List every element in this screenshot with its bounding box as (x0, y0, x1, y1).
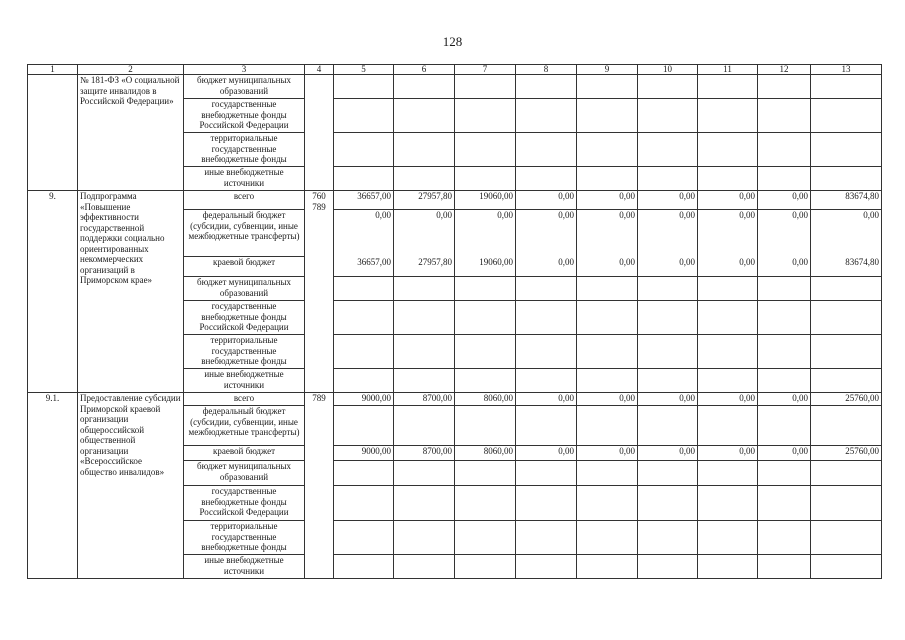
empty-cell (516, 75, 577, 99)
value-cell: 36657,00 (334, 257, 394, 277)
value-cell: 0,00 (516, 257, 577, 277)
empty-cell (577, 277, 638, 301)
empty-cell (811, 133, 882, 167)
column-header: 9 (577, 65, 638, 75)
budget-code-cell: 760 789 (305, 191, 334, 393)
funding-source-cell: территориальные государственные внебюджетные фонды (184, 521, 305, 555)
row-number-cell (28, 75, 78, 191)
row-number-cell: 9.1. (28, 393, 78, 579)
table-row (28, 75, 882, 99)
empty-cell (638, 406, 698, 446)
value-cell: 0,00 (698, 393, 758, 406)
empty-cell (455, 167, 516, 191)
value-cell: 0,00 (758, 446, 811, 461)
empty-cell (758, 99, 811, 133)
value-cell: 0,00 (577, 191, 638, 210)
value-cell: 0,00 (577, 446, 638, 461)
empty-cell (698, 461, 758, 486)
value-cell: 0,00 (698, 257, 758, 277)
value-cell: 0,00 (516, 393, 577, 406)
empty-cell (758, 406, 811, 446)
empty-cell (811, 75, 882, 99)
empty-cell (334, 167, 394, 191)
empty-cell (811, 301, 882, 335)
value-cell: 25760,00 (811, 446, 882, 461)
empty-cell (577, 301, 638, 335)
empty-cell (455, 301, 516, 335)
empty-cell (334, 555, 394, 579)
empty-cell (811, 277, 882, 301)
empty-cell (638, 99, 698, 133)
empty-cell (638, 369, 698, 393)
empty-cell (577, 369, 638, 393)
value-cell: 0,00 (758, 191, 811, 210)
empty-cell (455, 555, 516, 579)
empty-cell (577, 406, 638, 446)
budget-code-cell: 789 (305, 393, 334, 579)
funding-source-cell: иные внебюджетные источники (184, 167, 305, 191)
empty-cell (698, 301, 758, 335)
value-cell: 0,00 (758, 393, 811, 406)
value-cell: 0,00 (638, 210, 698, 257)
empty-cell (698, 75, 758, 99)
empty-cell (577, 133, 638, 167)
column-header: 10 (638, 65, 698, 75)
value-cell: 0,00 (698, 446, 758, 461)
empty-cell (698, 167, 758, 191)
budget-table (27, 64, 882, 579)
value-cell: 8060,00 (455, 446, 516, 461)
empty-cell (758, 461, 811, 486)
empty-cell (516, 99, 577, 133)
empty-cell (811, 167, 882, 191)
empty-cell (394, 486, 455, 521)
value-cell: 0,00 (698, 191, 758, 210)
value-cell: 9000,00 (334, 393, 394, 406)
funding-source-cell: иные внебюджетные источники (184, 369, 305, 393)
empty-cell (516, 555, 577, 579)
empty-cell (334, 461, 394, 486)
program-name-cell: Предоставление субсидии Приморской краевой организации общероссийской общественной организации «Всероссийское общество инвалидов» (78, 393, 184, 579)
empty-cell (758, 167, 811, 191)
empty-cell (811, 486, 882, 521)
column-header: 3 (184, 65, 305, 75)
value-cell: 0,00 (577, 210, 638, 257)
column-header: 8 (516, 65, 577, 75)
empty-cell (577, 335, 638, 369)
empty-cell (638, 75, 698, 99)
empty-cell (811, 521, 882, 555)
empty-cell (698, 521, 758, 555)
value-cell: 83674,80 (811, 257, 882, 277)
empty-cell (516, 335, 577, 369)
empty-cell (516, 301, 577, 335)
empty-cell (334, 277, 394, 301)
empty-cell (811, 99, 882, 133)
empty-cell (455, 461, 516, 486)
value-cell: 0,00 (811, 210, 882, 257)
empty-cell (811, 406, 882, 446)
empty-cell (334, 521, 394, 555)
empty-cell (334, 99, 394, 133)
empty-cell (394, 99, 455, 133)
empty-cell (698, 555, 758, 579)
program-name-cell: № 181-ФЗ «О социальной защите инвалидов в Российской Федерации» (78, 75, 184, 191)
funding-source-cell: государственные внебюджетные фонды Российской Федерации (184, 99, 305, 133)
empty-cell (455, 521, 516, 555)
empty-cell (516, 406, 577, 446)
empty-cell (758, 369, 811, 393)
value-cell: 9000,00 (334, 446, 394, 461)
funding-source-cell: бюджет муниципальных образований (184, 75, 305, 99)
column-header: 5 (334, 65, 394, 75)
value-cell: 8700,00 (394, 393, 455, 406)
empty-cell (334, 75, 394, 99)
empty-cell (334, 406, 394, 446)
funding-source-cell: федеральный бюджет (субсидии, субвенции, иные межбюджетные трансферты) (184, 210, 305, 257)
value-cell: 0,00 (516, 210, 577, 257)
empty-cell (758, 486, 811, 521)
empty-cell (638, 335, 698, 369)
empty-cell (334, 486, 394, 521)
empty-cell (577, 99, 638, 133)
program-name-cell: Подпрограмма «Повышение эффективности государственной поддержки социально ориентированных некоммерческих организаций в Приморском крае» (78, 191, 184, 393)
empty-cell (758, 277, 811, 301)
empty-cell (455, 75, 516, 99)
empty-cell (394, 406, 455, 446)
empty-cell (455, 335, 516, 369)
empty-cell (394, 461, 455, 486)
value-cell: 0,00 (516, 191, 577, 210)
empty-cell (516, 486, 577, 521)
value-cell: 8700,00 (394, 446, 455, 461)
empty-cell (334, 301, 394, 335)
column-header: 11 (698, 65, 758, 75)
value-cell: 0,00 (455, 210, 516, 257)
empty-cell (698, 133, 758, 167)
empty-cell (758, 521, 811, 555)
empty-cell (516, 521, 577, 555)
value-cell: 27957,80 (394, 191, 455, 210)
empty-cell (334, 369, 394, 393)
funding-source-cell: иные внебюджетные источники (184, 555, 305, 579)
funding-source-cell: федеральный бюджет (субсидии, субвенции, иные межбюджетные трансферты) (184, 406, 305, 446)
value-cell: 19060,00 (455, 257, 516, 277)
value-cell: 0,00 (638, 191, 698, 210)
value-cell: 36657,00 (334, 191, 394, 210)
empty-cell (516, 461, 577, 486)
empty-cell (394, 167, 455, 191)
empty-cell (577, 555, 638, 579)
empty-cell (698, 369, 758, 393)
empty-cell (394, 133, 455, 167)
funding-source-cell: территориальные государственные внебюджетные фонды (184, 133, 305, 167)
empty-cell (811, 335, 882, 369)
value-cell: 0,00 (758, 257, 811, 277)
empty-cell (698, 406, 758, 446)
column-header: 2 (78, 65, 184, 75)
value-cell: 0,00 (334, 210, 394, 257)
table-row (28, 191, 882, 210)
value-cell: 0,00 (638, 393, 698, 406)
empty-cell (516, 277, 577, 301)
empty-cell (516, 133, 577, 167)
funding-source-cell: краевой бюджет (184, 446, 305, 461)
value-cell: 25760,00 (811, 393, 882, 406)
empty-cell (577, 486, 638, 521)
empty-cell (638, 521, 698, 555)
value-cell: 0,00 (638, 257, 698, 277)
empty-cell (638, 461, 698, 486)
empty-cell (638, 555, 698, 579)
empty-cell (394, 555, 455, 579)
empty-cell (698, 277, 758, 301)
table-row (28, 393, 882, 406)
value-cell: 0,00 (577, 393, 638, 406)
empty-cell (698, 335, 758, 369)
empty-cell (577, 461, 638, 486)
empty-cell (516, 167, 577, 191)
empty-cell (516, 369, 577, 393)
column-header: 1 (28, 65, 78, 75)
empty-cell (698, 486, 758, 521)
empty-cell (638, 486, 698, 521)
funding-source-cell: государственные внебюджетные фонды Российской Федерации (184, 486, 305, 521)
funding-source-cell: краевой бюджет (184, 257, 305, 277)
empty-cell (455, 277, 516, 301)
funding-source-cell: государственные внебюджетные фонды Российской Федерации (184, 301, 305, 335)
empty-cell (758, 335, 811, 369)
empty-cell (638, 167, 698, 191)
funding-source-cell: территориальные государственные внебюджетные фонды (184, 335, 305, 369)
empty-cell (811, 369, 882, 393)
budget-code-cell (305, 75, 334, 191)
empty-cell (455, 486, 516, 521)
row-number-cell: 9. (28, 191, 78, 393)
empty-cell (394, 301, 455, 335)
empty-cell (638, 301, 698, 335)
empty-cell (394, 75, 455, 99)
empty-cell (394, 521, 455, 555)
empty-cell (698, 99, 758, 133)
empty-cell (758, 75, 811, 99)
funding-source-cell: всего (184, 393, 305, 406)
empty-cell (394, 277, 455, 301)
column-header: 7 (455, 65, 516, 75)
funding-source-cell: всего (184, 191, 305, 210)
funding-source-cell: бюджет муниципальных образований (184, 461, 305, 486)
empty-cell (758, 555, 811, 579)
empty-cell (758, 133, 811, 167)
empty-cell (577, 521, 638, 555)
empty-cell (394, 369, 455, 393)
column-header: 12 (758, 65, 811, 75)
column-header: 4 (305, 65, 334, 75)
empty-cell (455, 369, 516, 393)
value-cell: 83674,80 (811, 191, 882, 210)
value-cell: 0,00 (577, 257, 638, 277)
empty-cell (455, 133, 516, 167)
value-cell: 0,00 (638, 446, 698, 461)
value-cell: 27957,80 (394, 257, 455, 277)
empty-cell (638, 133, 698, 167)
empty-cell (455, 99, 516, 133)
value-cell: 0,00 (394, 210, 455, 257)
value-cell: 8060,00 (455, 393, 516, 406)
empty-cell (455, 406, 516, 446)
page-number: 128 (442, 34, 463, 49)
column-header: 6 (394, 65, 455, 75)
column-header: 13 (811, 65, 882, 75)
empty-cell (638, 277, 698, 301)
value-cell: 19060,00 (455, 191, 516, 210)
value-cell: 0,00 (698, 210, 758, 257)
empty-cell (811, 555, 882, 579)
value-cell: 0,00 (758, 210, 811, 257)
empty-cell (811, 461, 882, 486)
empty-cell (577, 167, 638, 191)
funding-source-cell: бюджет муниципальных образований (184, 277, 305, 301)
empty-cell (577, 75, 638, 99)
empty-cell (334, 133, 394, 167)
empty-cell (758, 301, 811, 335)
value-cell: 0,00 (516, 446, 577, 461)
column-header-row (28, 65, 882, 75)
empty-cell (334, 335, 394, 369)
empty-cell (394, 335, 455, 369)
